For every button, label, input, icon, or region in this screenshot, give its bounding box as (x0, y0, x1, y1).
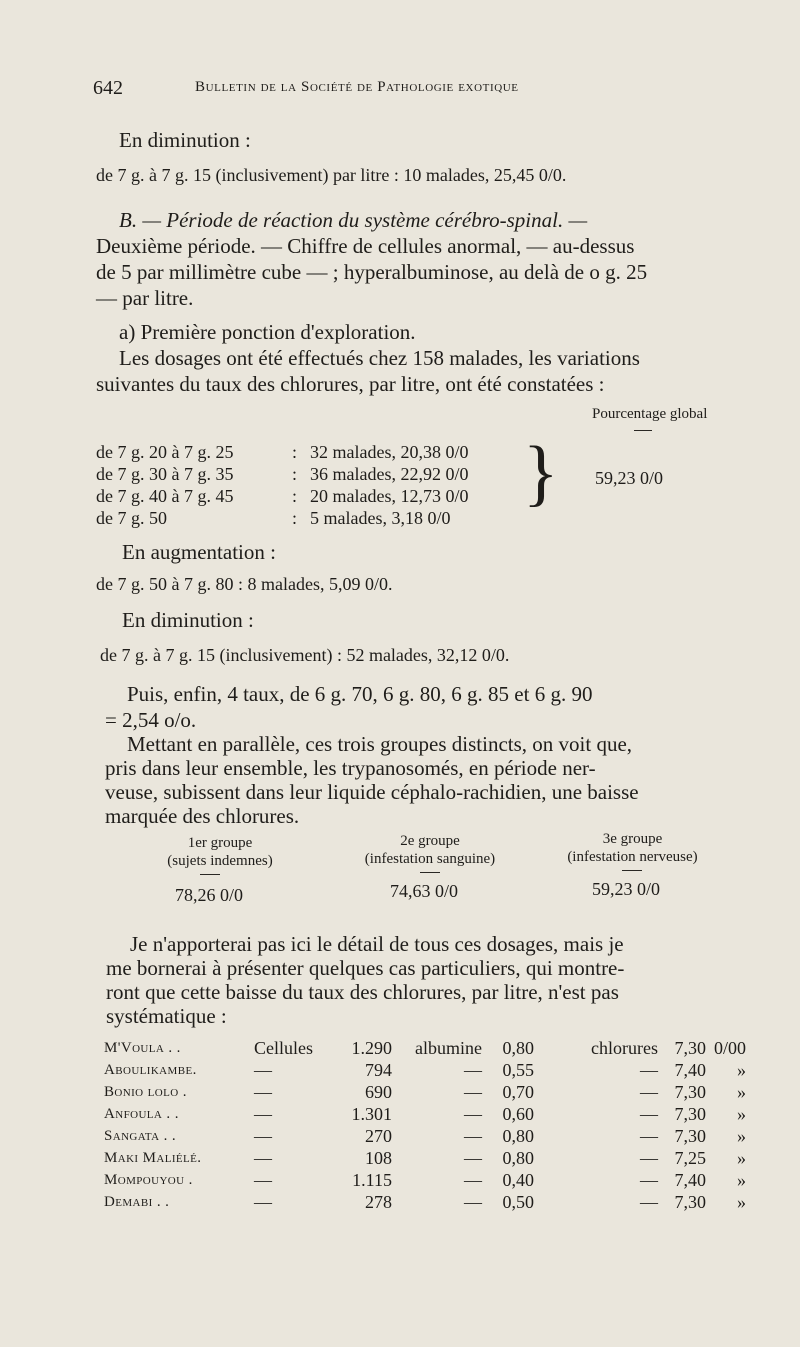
case-name: Aboulikambe. (104, 1062, 197, 1078)
albumin-value: 0,50 (502, 1192, 534, 1212)
heading-en-augmentation: En augmentation : (122, 540, 276, 564)
cells-value: 1.115 (352, 1170, 392, 1190)
group-desc: (infestation nerveuse) (567, 849, 698, 865)
case-name: Bonio lolo . (104, 1084, 187, 1100)
dosages-line-2: suivantes du taux des chlorures, par litre, ont été constatées : (96, 372, 605, 396)
cells-label: — (254, 1192, 272, 1212)
group-1 (140, 834, 300, 870)
range-sep: : (292, 442, 298, 462)
case-name: Maki Maliélé. (104, 1150, 202, 1166)
cells-label: Cellules (254, 1038, 313, 1058)
group-desc: (infestation sanguine) (364, 851, 496, 867)
global-percentage-rule (634, 430, 652, 431)
mettant-line-3: veuse, subissent dans leur liquide céphalo-rachidien, une baisse (105, 780, 639, 804)
range-row (96, 463, 522, 485)
chloride-label: chlorures (591, 1038, 658, 1058)
cases-table (104, 1037, 746, 1213)
albumin-label: — (464, 1148, 482, 1168)
range-row (96, 507, 522, 529)
range-result: 36 malades, 22,92 0/0 (310, 464, 469, 484)
line-diminution: de 7 g. à 7 g. 15 (inclusivement) par litre : 10 malades, 25,45 0/0. (96, 165, 567, 185)
chloride-value: 7,30 (674, 1126, 706, 1146)
range-label: de 7 g. 30 à 7 g. 35 (96, 464, 234, 484)
albumin-value: 0,70 (502, 1082, 534, 1102)
chloride-unit: » (737, 1082, 746, 1102)
cells-label: — (254, 1104, 272, 1124)
period-b-line-3: de 5 par millimètre cube — ; hyperalbuminose, au delà de o g. 25 (96, 260, 648, 284)
group-1-value: 78,26 0/0 (175, 885, 244, 905)
range-result: 32 malades, 20,38 0/0 (310, 442, 469, 462)
cases-table-body (104, 1037, 746, 1213)
chloride-value: 7,30 (674, 1192, 706, 1212)
chloride-label: — (640, 1060, 658, 1080)
albumin-label: — (464, 1104, 482, 1124)
case-row (104, 1103, 746, 1125)
cells-value: 794 (365, 1060, 392, 1080)
global-percentage-label: Pourcentage global (592, 406, 708, 422)
albumin-label: — (464, 1060, 482, 1080)
case-row (104, 1059, 746, 1081)
range-sep: : (292, 486, 298, 506)
cells-value: 278 (365, 1192, 392, 1212)
period-b-line-4: — par litre. (96, 286, 194, 310)
chloride-unit: » (737, 1148, 746, 1168)
line-diminution-2: de 7 g. à 7 g. 15 (inclusivement) : 52 malades, 32,12 0/0. (100, 645, 510, 665)
chloride-label: — (640, 1192, 658, 1212)
chloride-label: — (640, 1126, 658, 1146)
chloride-label: — (640, 1170, 658, 1190)
chloride-value: 7,25 (674, 1148, 706, 1168)
napporterai-line-1: Je n'apporterai pas ici le détail de tous ces dosages, mais je (130, 932, 624, 956)
group-3 (545, 830, 720, 866)
cells-value: 1.290 (351, 1038, 392, 1058)
case-name: Demabi . . (104, 1194, 170, 1210)
cells-value: 108 (365, 1148, 392, 1168)
first-puncture-heading: a) Première ponction d'exploration. (119, 320, 416, 344)
albumin-value: 0,40 (502, 1170, 534, 1190)
group-2-value: 74,63 0/0 (390, 881, 459, 901)
case-row (104, 1037, 746, 1059)
group-name: 2e groupe (400, 833, 460, 849)
period-b-line-2: Deuxième période. — Chiffre de cellules anormal, — au-dessus (96, 234, 635, 258)
chloride-value: 7,30 (674, 1104, 706, 1124)
group-desc: (sujets indemnes) (167, 853, 273, 869)
cells-value: 1.301 (351, 1104, 392, 1124)
albumin-label: — (464, 1170, 482, 1190)
cells-value: 270 (365, 1126, 392, 1146)
albumin-value: 0,80 (502, 1126, 534, 1146)
chloride-value: 7,40 (674, 1170, 706, 1190)
albumin-value: 0,55 (502, 1060, 534, 1080)
range-result: 5 malades, 3,18 0/0 (310, 508, 451, 528)
albumin-value: 0,80 (502, 1148, 534, 1168)
range-sep: : (292, 464, 298, 484)
group-name: 3e groupe (602, 831, 663, 847)
range-label: de 7 g. 50 (96, 508, 167, 528)
heading-en-diminution-2: En diminution : (122, 608, 254, 632)
cells-label: — (254, 1060, 272, 1080)
cells-label: — (254, 1082, 272, 1102)
albumin-label: — (464, 1082, 482, 1102)
group-3-rule (622, 870, 642, 871)
chloride-unit: » (737, 1126, 746, 1146)
chloride-value: 7,30 (674, 1038, 706, 1058)
ranges-list (96, 441, 522, 529)
chloride-unit: 0/00 (713, 1038, 746, 1058)
albumin-value: 0,80 (502, 1038, 534, 1058)
cells-value: 690 (365, 1082, 392, 1102)
period-b-line-1 (119, 208, 587, 232)
puis-line-2: = 2,54 o/o. (105, 708, 197, 732)
albumin-label: albumine (415, 1038, 482, 1058)
chloride-value: 7,30 (674, 1082, 706, 1102)
page-number: 642 (93, 77, 123, 99)
heading-en-diminution: En diminution : (119, 128, 251, 152)
mettant-line-2: pris dans leur ensemble, les trypanosomés, en période ner- (105, 756, 596, 780)
brace-glyph: } (523, 432, 559, 514)
chloride-unit: » (737, 1170, 746, 1190)
chloride-label: — (640, 1148, 658, 1168)
chloride-unit: » (737, 1104, 746, 1124)
group-2 (340, 832, 520, 868)
period-b-text-1: B. — Période de réaction du système cérébro-spinal. — (119, 208, 588, 232)
cells-label: — (254, 1170, 272, 1190)
chloride-label: — (640, 1104, 658, 1124)
group-2-rule (420, 872, 440, 873)
cells-label: — (254, 1126, 272, 1146)
group-name: 1er groupe (187, 835, 253, 851)
running-header: Bulletin de la Société de Pathologie exotique (195, 79, 519, 95)
case-name: Sangata . . (104, 1128, 177, 1144)
chloride-label: — (640, 1082, 658, 1102)
puis-line-1: Puis, enfin, 4 taux, de 6 g. 70, 6 g. 80, 6 g. 85 et 6 g. 90 (127, 682, 593, 706)
case-row (104, 1169, 746, 1191)
range-sep: : (292, 508, 298, 528)
case-row (104, 1191, 746, 1213)
group-3-value: 59,23 0/0 (592, 879, 661, 899)
range-result: 20 malades, 12,73 0/0 (310, 486, 469, 506)
range-label: de 7 g. 40 à 7 g. 45 (96, 486, 234, 506)
case-name: M'Voula . . (104, 1040, 181, 1056)
albumin-label: — (464, 1126, 482, 1146)
chloride-value: 7,40 (674, 1060, 706, 1080)
chloride-unit: » (737, 1060, 746, 1080)
group-1-rule (200, 874, 220, 875)
napporterai-line-3: ront que cette baisse du taux des chlorures, par litre, n'est pas (106, 980, 619, 1004)
napporterai-line-4: systématique : (106, 1004, 227, 1028)
case-row (104, 1147, 746, 1169)
range-label: de 7 g. 20 à 7 g. 25 (96, 442, 234, 462)
dosages-line-1: Les dosages ont été effectués chez 158 malades, les variations (119, 346, 640, 370)
cells-label: — (254, 1148, 272, 1168)
range-row (96, 441, 522, 463)
albumin-value: 0,60 (502, 1104, 534, 1124)
albumin-label: — (464, 1192, 482, 1212)
case-row (104, 1125, 746, 1147)
chloride-unit: » (737, 1192, 746, 1212)
range-row (96, 485, 522, 507)
case-name: Mompouyou . (104, 1172, 193, 1188)
mettant-line-4: marquée des chlorures. (105, 804, 300, 828)
case-name: Anfoula . . (104, 1106, 179, 1122)
napporterai-line-2: me bornerai à présenter quelques cas particuliers, qui montre- (106, 956, 625, 980)
mettant-line-1: Mettant en parallèle, ces trois groupes distincts, on voit que, (127, 732, 633, 756)
case-row (104, 1081, 746, 1103)
global-percentage-value: 59,23 0/0 (595, 468, 664, 488)
line-augmentation: de 7 g. 50 à 7 g. 80 : 8 malades, 5,09 0/0. (96, 574, 393, 594)
